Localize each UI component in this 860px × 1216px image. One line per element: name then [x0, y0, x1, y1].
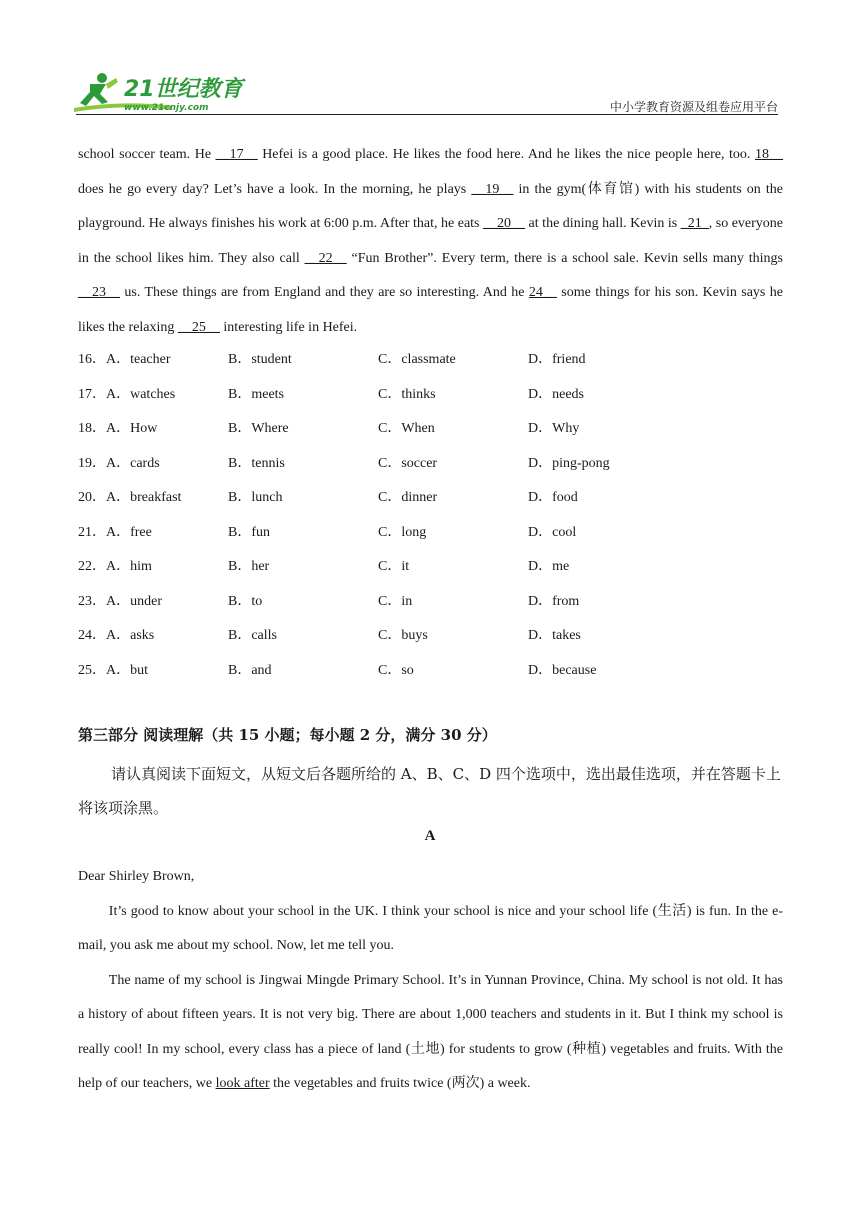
- blank-21: _21_: [680, 216, 709, 231]
- header-divider: [76, 114, 778, 115]
- option-d: D．needs: [528, 386, 584, 402]
- question-row: [78, 585, 783, 620]
- option-c: C．in: [378, 593, 413, 609]
- 21cnjy-logo: [72, 70, 272, 114]
- question-row: [78, 550, 783, 585]
- option-b: B．to: [228, 593, 263, 609]
- option-a: 16．A．teacher: [78, 352, 171, 367]
- blank-18: 18__: [755, 147, 783, 162]
- paragraph: It’s good to know about your school in the UK. I think your school is nice and your school life (生活) is fun. In the e-mail, you ask me about my school. Now, let me tell you.: [78, 903, 783, 953]
- option-b: B．calls: [228, 628, 277, 643]
- option-d: D．from: [528, 593, 580, 609]
- option-a: 20．A．breakfast: [78, 490, 182, 505]
- option-c: C．soccer: [378, 455, 438, 471]
- section-title: 第三部分 阅读理解（共 15 小题；每小题 2 分，满分 30 分）: [78, 726, 497, 744]
- page-header: [72, 64, 784, 116]
- option-d: D．Why: [528, 421, 580, 436]
- option-a: 17．A．watches: [78, 386, 176, 402]
- question-row: [78, 378, 783, 413]
- option-d: D．ping-pong: [528, 455, 610, 471]
- option-b: B．and: [228, 662, 272, 678]
- option-c: C．so: [378, 662, 414, 678]
- passage-heading: A: [424, 828, 436, 844]
- option-b: B．Where: [228, 421, 289, 436]
- question-row: [78, 654, 783, 689]
- option-b: B．lunch: [228, 490, 283, 505]
- blank-17: __17__: [215, 147, 258, 162]
- reading-passage-a: [78, 860, 783, 1102]
- question-row: [78, 516, 783, 551]
- blank-24: 24__: [528, 285, 557, 300]
- option-a: 19．A．cards: [78, 455, 160, 471]
- option-c: C．buys: [378, 628, 428, 643]
- option-d: D．because: [528, 662, 597, 678]
- option-c: C．When: [378, 421, 435, 436]
- option-a: 22．A．him: [78, 559, 152, 574]
- question-row: [78, 447, 783, 482]
- answer-options: [78, 343, 783, 688]
- option-d: D．takes: [528, 628, 581, 643]
- blank-25: __25__: [177, 319, 220, 335]
- question-row: [78, 343, 783, 378]
- blank-19: __19__: [471, 181, 514, 197]
- option-c: C．dinner: [378, 490, 438, 505]
- question-row: [78, 412, 783, 447]
- question-row: [78, 619, 783, 654]
- paragraph: The name of my school is Jingwai Mingde Primary School. It’s in Yunnan Province, China. My school is not old. It has a history of about fifteen years. It is not very big. There are about 1,000 teachers and students in it. But I think my school is really cool! In my school, every class has a piece of land (土地) for students to grow (种植) vegetables and fruits. With the help of our teachers, we look after the vegetables and fruits twice (两次) a week.: [78, 972, 783, 1091]
- cloze-passage: school soccer team. He __17__ Hefei is a good place. He likes the food here. And he likes the nice people here, too. 18__ does he go every day? Let’s have a look. In the morning, he plays __19__ in the gym(体育馆) with his students on the playground. He always finishes his work at 6:00 p.m. After that, he eats __20__ at the dining hall. Kevin is _21_, so everyone in the school likes him. They also call __22__ “Fun Brother”. Every term, there is a school sale. Kevin sells many things __23__ us. These things are from England and they are so interesting. And he 24__ some things for his son. Kevin says he likes the relaxing __25__ interesting life in Hefei.: [78, 147, 784, 335]
- underlined-phrase: look after: [215, 1076, 270, 1091]
- svg-text:www.21cnjy.com: www.21cnjy.com: [124, 103, 209, 113]
- blank-23: __23__: [78, 285, 120, 300]
- blank-20: __20__: [483, 216, 526, 231]
- option-b: B．student: [228, 352, 292, 367]
- option-a: 25．A．but: [78, 662, 148, 678]
- option-a: 18．A．How: [78, 421, 158, 436]
- blank-22: __22__: [304, 250, 347, 266]
- platform-name: 中小学教育资源及组卷应用平台: [609, 100, 778, 114]
- option-c: C．classmate: [378, 352, 456, 367]
- option-c: C．long: [378, 524, 427, 540]
- option-c: C．thinks: [378, 386, 436, 402]
- section-instructions: 请认真阅读下面短文，从短文后各题所给的 A、B、C、D 四个选项中，选出最佳选项，并在答题卡上将该项涂黑。: [78, 765, 781, 817]
- salutation: Dear Shirley Brown,: [78, 869, 195, 884]
- svg-text:21世纪教育: 21世纪教育: [124, 77, 243, 102]
- option-b: B．fun: [228, 524, 270, 540]
- option-b: B．meets: [228, 386, 284, 402]
- option-d: D．friend: [528, 352, 586, 367]
- option-d: D．cool: [528, 524, 577, 540]
- option-a: 21．A．free: [78, 524, 152, 540]
- option-c: C．it: [378, 559, 410, 574]
- option-a: 23．A．under: [78, 593, 162, 609]
- option-b: B．her: [228, 559, 270, 574]
- question-row: [78, 481, 783, 516]
- option-a: 24．A．asks: [78, 628, 155, 643]
- option-d: D．me: [528, 559, 570, 574]
- option-b: B．tennis: [228, 455, 285, 471]
- option-d: D．food: [528, 490, 578, 505]
